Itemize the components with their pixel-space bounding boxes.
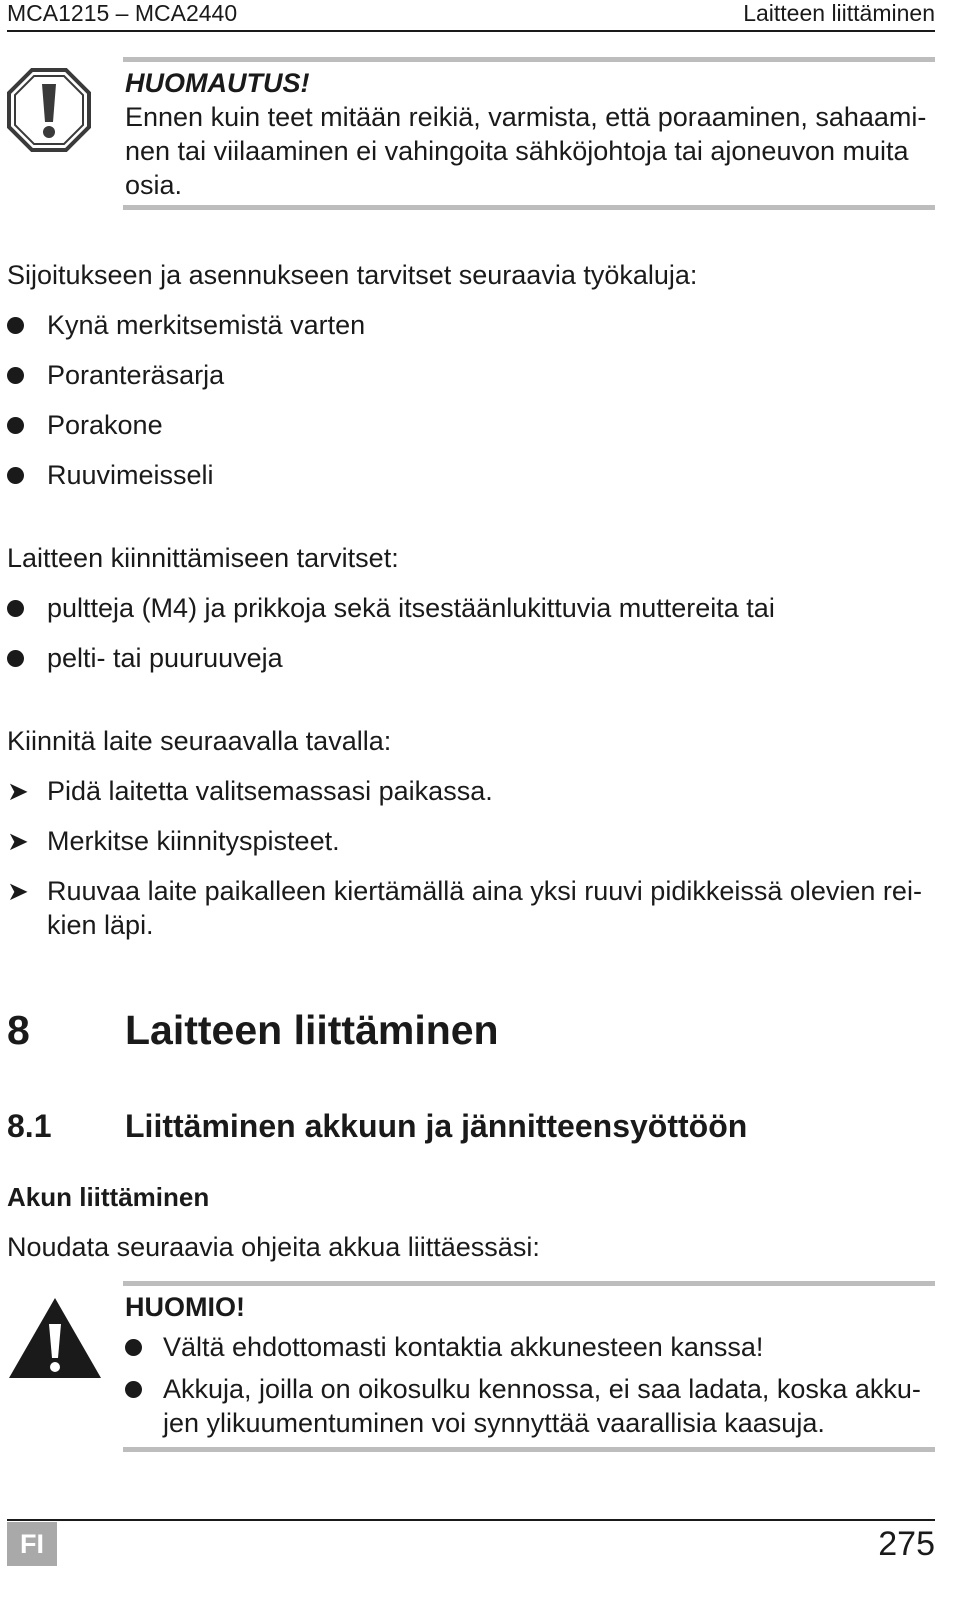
header-chapter-title: Laitteen liittäminen (743, 0, 935, 26)
tools-intro: Sijoitukseen ja asennukseen tarvitset seuraavia työkaluja: (7, 260, 698, 290)
exclamation-octagon-icon (7, 68, 91, 152)
caution-title: HUOMIO! (125, 1292, 245, 1322)
page-number: 275 (878, 1525, 935, 1563)
bullet-dot-icon (125, 1381, 142, 1398)
bullet-dot-icon (7, 458, 37, 492)
warning-triangle-icon (7, 1296, 103, 1380)
footer-divider (7, 1519, 935, 1521)
step-3-line-1: Ruuvaa laite paikalleen kiertämällä aina yksi ruuvi pidikkeissä olevien rei- (47, 876, 922, 906)
section-number: 8 (7, 1007, 30, 1053)
notice-top-rule (123, 57, 935, 62)
bullet-dot-icon (7, 408, 37, 442)
notice-line-3: osia. (125, 170, 183, 200)
caution-item: Vältä ehdottomasti kontaktia akkunesteen kanssa! (125, 1330, 935, 1364)
notice-line-2: nen tai viilaaminen ei vahingoita sähköjohtoja tai ajoneuvon muita (125, 136, 909, 166)
bullet-dot-icon (7, 358, 37, 392)
bullet-dot-icon (7, 308, 37, 342)
step-3-line-2: kien läpi. (47, 910, 154, 940)
fixing-intro: Laitteen kiinnittämiseen tarvitset: (7, 543, 399, 573)
arrow-right-icon: ➤ (7, 826, 29, 856)
header-divider (7, 30, 935, 32)
notice-content (125, 66, 935, 202)
caution-item-2-line-2: jen ylikuumentuminen voi synnyttää vaarallisia kaasuja. (163, 1408, 825, 1438)
subsection-title: Liittäminen akkuun ja jännitteensyöttöön (125, 1108, 748, 1144)
caution-item (125, 1372, 935, 1440)
caution-top-rule (123, 1281, 935, 1286)
arrow-right-icon: ➤ (7, 876, 29, 906)
caution-bottom-rule (123, 1447, 935, 1452)
section-title: Laitteen liittäminen (125, 1007, 499, 1053)
bullet-dot-icon (125, 1339, 142, 1356)
battery-heading: Akun liittäminen (7, 1182, 210, 1212)
notice-title: HUOMAUTUS! (125, 68, 310, 98)
notice-bottom-rule (123, 205, 935, 210)
battery-intro: Noudata seuraavia ohjeita akkua liittäessäsi: (7, 1232, 540, 1262)
notice-line-1: Ennen kuin teet mitään reikiä, varmista, että poraaminen, sahaami- (125, 102, 927, 132)
language-badge: FI (7, 1522, 57, 1566)
caution-content (125, 1290, 935, 1448)
caution-item-2-line-1: Akkuja, joilla on oikosulku kennossa, ei saa ladata, koska akku- (163, 1374, 921, 1404)
header-model-range: MCA1215 – MCA2440 (7, 0, 238, 26)
arrow-right-icon: ➤ (7, 776, 29, 806)
bullet-dot-icon (7, 591, 37, 625)
subsection-number: 8.1 (7, 1108, 52, 1144)
bullet-dot-icon (7, 641, 37, 675)
steps-intro: Kiinnitä laite seuraavalla tavalla: (7, 726, 392, 756)
